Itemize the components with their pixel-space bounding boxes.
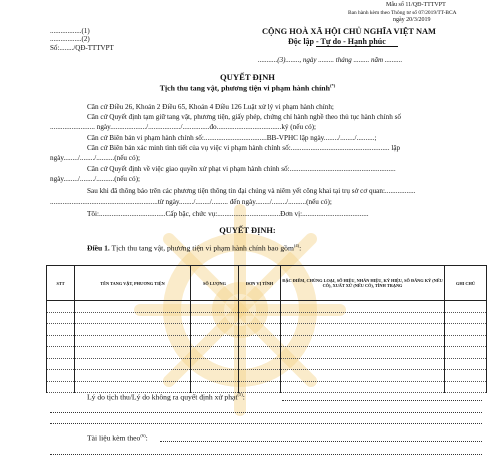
article-1-text: Tịch thu tang vật, phương tiện vi phạm hành chính bao gồm [109, 243, 294, 253]
subtitle-text: Tịch thu tang vật, phương tiện vi phạm hành chính [159, 83, 330, 93]
reason-fill-line-3 [50, 423, 482, 424]
attachments-label: Tài liệu kèm theo [87, 433, 141, 443]
reason-fill-line [282, 400, 482, 401]
reason-note: (5) [237, 392, 243, 397]
document-title: QUYẾT ĐỊNH [220, 72, 275, 82]
table-row [47, 347, 487, 359]
basis-verification-record: Căn cứ Biên bản xác minh tình tiết của vụ việc vi phạm hành chính số:....................................................... lập [87, 144, 401, 152]
reason-line [87, 392, 245, 402]
notice-publication: Sau khi đã thông báo trên các phương tiện thông tin đại chúng và niêm yết công khai tại trụ sở cơ quan:................. [87, 187, 416, 195]
basis-delegation-date: ngày......../......../..........(nếu có); [50, 175, 140, 183]
col-notes: GHI CHÚ [445, 266, 487, 301]
subtitle-note: (*) [329, 83, 336, 88]
basis-delegation-decision: Căn cứ Quyết định về việc giao quyền xử phạt vi phạm hành chính số:........................................................... [87, 165, 396, 173]
table-row [47, 335, 487, 347]
table-row [47, 312, 487, 324]
col-characteristics: ĐẶC ĐIỂM, CHỦNG LOẠI, SỐ HIỆU, NHÃN HIỆU, KÝ HIỆU, SỐ ĐĂNG KÝ (NẾU CÓ), XUẤT XỨ (NẾU CÓ), TÌNH TRẠNG [281, 266, 445, 301]
document-subtitle [0, 83, 495, 93]
table-row [47, 301, 487, 313]
basis-violation-record: Căn cứ Biên bản vi phạm hành chính số:...................................BB-VPHC lập ngày......../......../..........; [87, 134, 377, 142]
decision-number: Số:......../QĐ-TTTVPT [50, 44, 114, 52]
attachments-fill-line [160, 441, 482, 442]
attachments-fill-line-2 [50, 454, 482, 455]
reason-label: Lý do tịch thu/Lý do không ra quyết định xử phạt [87, 392, 238, 402]
issued-by: Ban hành kèm theo Thông tư số 07/2019/TT-BCA [348, 10, 457, 16]
motto-underline [316, 46, 398, 47]
table-row [47, 370, 487, 382]
article-1-note: (4) [293, 243, 300, 248]
confiscated-items-table [46, 265, 487, 393]
reason-fill-line-2 [50, 412, 482, 413]
article-1 [87, 243, 301, 253]
article-1-label: Điều 1. [87, 243, 110, 253]
agency-line-1: ..................(1) [50, 27, 90, 35]
table-row [47, 381, 487, 393]
country-name: CỘNG HOÀ XÃ HỘI CHỦ NGHĨA VIỆT NAM [262, 27, 436, 36]
table-row [47, 358, 487, 370]
date-line: ...........(3)........, ngày ......... tháng ......... năm .......... [258, 56, 403, 64]
reason-end: : [242, 392, 245, 402]
basis-law: Căn cứ Điều 26, Khoản 2 Điều 65, Khoản 4 Điều 126 Luật xử lý vi phạm hành chính; [87, 103, 334, 111]
col-stt: STT [47, 266, 75, 301]
col-item-name: TÊN TANG VẬT, PHƯƠNG TIỆN [75, 266, 191, 301]
decides-heading: QUYẾT ĐỊNH: [219, 226, 276, 235]
col-quantity: SỐ LƯỢNG [191, 266, 239, 301]
notice-period: ............................................................từ ngày......../......../......... đến ngày......../......../..........(nếu có); [50, 198, 332, 206]
form-number: Mẫu số 11/QĐ-TTTVPT [386, 2, 446, 8]
attachments-line [87, 433, 148, 443]
issued-date: ngày 20/3/2019 [393, 17, 431, 23]
basis-custody-decision: Căn cứ Quyết định tạm giữ tang vật, phương tiện, giấy phép, chứng chỉ hành nghề theo thủ tục hành chính số [87, 113, 402, 121]
col-unit: ĐƠN VỊ TÍNH [239, 266, 281, 301]
basis-custody-date: ......................... ngày..................../................../...............đo....................................ký (nếu có); [50, 123, 317, 131]
attachments-note: (6) [140, 433, 146, 438]
article-1-end: : [299, 243, 302, 253]
basis-verification-date: ngày......../......../..........(nếu có); [50, 154, 140, 162]
official-info: Tôi:.....................................Cấp bậc, chức vụ:...................................Đơn vị:..................................... [87, 210, 369, 218]
agency-line-2: ..................(2) [50, 35, 90, 43]
national-motto: Độc lập - Tự do - Hạnh phúc [288, 37, 386, 46]
table-row [47, 324, 487, 336]
attachments-end: : [145, 433, 148, 443]
table-header-row [47, 266, 487, 301]
